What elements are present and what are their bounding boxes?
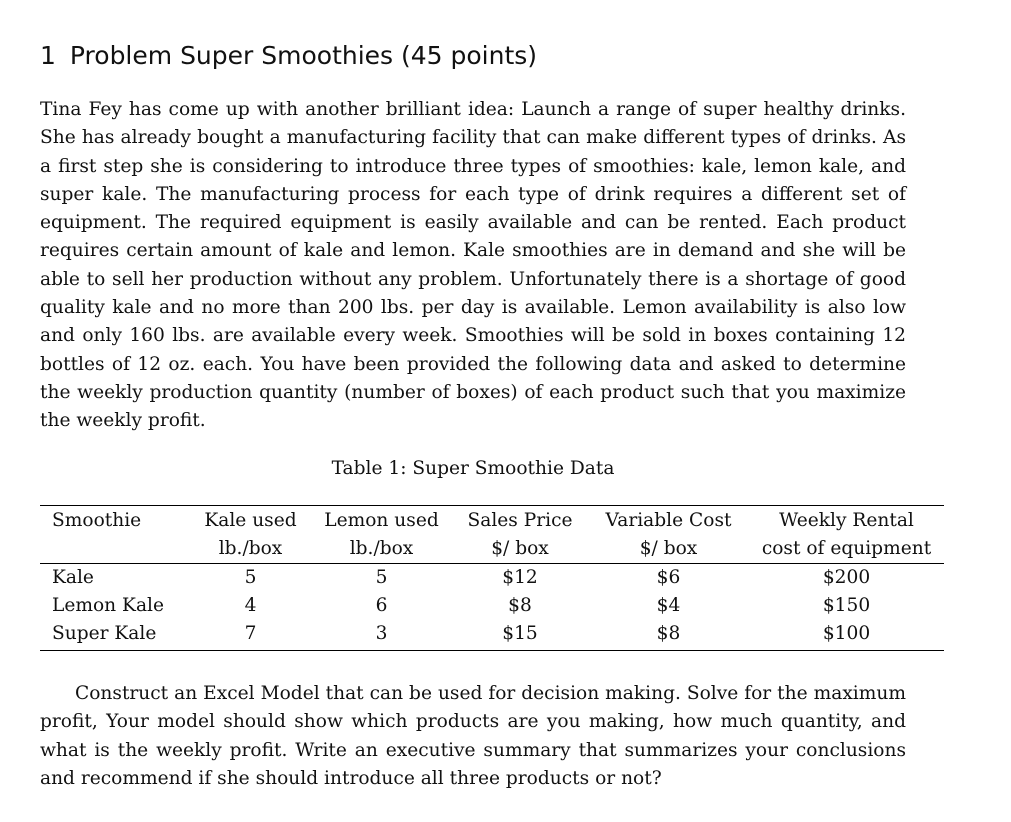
cell-weekly-rental: $200 (822, 567, 871, 588)
cell-lemon-used: 6 (375, 595, 388, 616)
table-subheader-row (40, 535, 944, 564)
cell-weekly-rental: $150 (822, 595, 871, 616)
section-heading (40, 38, 537, 74)
subheader-sales-price: $/ box (452, 535, 588, 564)
header-weekly-rental: Weekly Rental (749, 506, 944, 536)
cell-lemon-used: 5 (375, 567, 388, 588)
cell-sales-price: $15 (452, 620, 588, 651)
cell-variable-cost: $4 (656, 595, 681, 616)
section-number: 1 (40, 41, 56, 70)
intro-paragraph: Tina Fey has come up with another brilliant idea: Launch a range of super healthy drinks. She has already bought a manufacturing facility that can make different types of drinks. As a first step she is considering to introduce three types of smoothies: kale, lemon kale, and super kale. The manufacturing process for each type of drink requires a different set of equipment. The required equipment is easily available and can be rented. Each product requires certain amount of kale and lemon. Kale smoothies are in demand and she will be able to sell her production without any problem. Unfortunately there is a shortage of good quality kale and no more than 200 lbs. per day is available. Lemon availability is also low and only 160 lbs. are available every week. Smoothies will be sold in boxes containing 12 bottles of 12 oz. each. You have been provided the following data and asked to determine the weekly production quantity (number of boxes) of each product such that you maximize the weekly profit. (40, 99, 906, 432)
cell-sales-price: $12 (502, 567, 538, 588)
section-title: Problem Super Smoothies (45 points) (69, 41, 538, 70)
table-header-row (40, 506, 944, 536)
cell-lemon-used: 3 (311, 620, 452, 651)
subheader-weekly-rental: cost of equipment (749, 535, 944, 564)
header-variable-cost: Variable Cost (588, 506, 749, 536)
cell-smoothie: Super Kale (40, 620, 190, 651)
header-kale-used: Kale used (190, 506, 311, 536)
table-row (40, 564, 944, 593)
cell-kale-used: 4 (244, 595, 257, 616)
cell-smoothie: Kale (52, 567, 94, 588)
smoothie-data-table (40, 505, 944, 651)
table-caption: Table 1: Super Smoothie Data (331, 458, 615, 479)
table-row (40, 620, 944, 651)
cell-variable-cost: $8 (588, 620, 749, 651)
closing-paragraph: Construct an Excel Model that can be used for decision making. Solve for the maximum profit, Your model should show which products are you making, how much quantity, and what is the weekly profit. Write an executive summary that summarizes your conclusions and recommend if she should introduce all three products or not? (40, 683, 906, 789)
subheader-variable-cost: $/ box (588, 535, 749, 564)
subheader-lemon-used: lb./box (311, 535, 452, 564)
cell-kale-used: 7 (190, 620, 311, 651)
cell-kale-used: 5 (244, 567, 257, 588)
header-smoothie: Smoothie (40, 506, 190, 536)
header-sales-price: Sales Price (452, 506, 588, 536)
cell-smoothie: Lemon Kale (52, 595, 164, 616)
header-lemon-used: Lemon used (311, 506, 452, 536)
table-row (40, 592, 944, 620)
cell-sales-price: $8 (508, 595, 532, 616)
cell-variable-cost: $6 (656, 567, 681, 588)
cell-weekly-rental: $100 (749, 620, 944, 651)
subheader-smoothie (40, 535, 190, 564)
subheader-kale-used: lb./box (190, 535, 311, 564)
